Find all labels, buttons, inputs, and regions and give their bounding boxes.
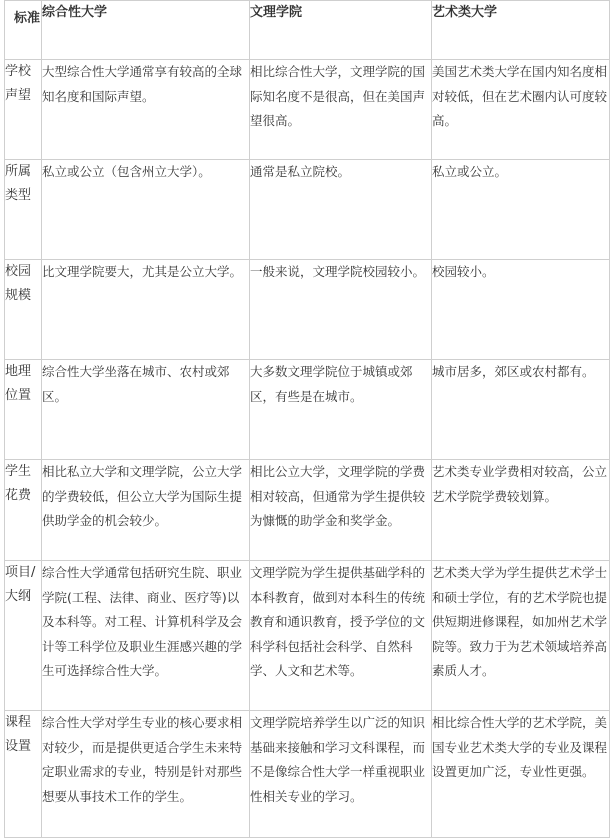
- row-category: 项目/大纲: [5, 561, 42, 711]
- cell-comprehensive: 大型综合性大学通常享有较高的全球知名度和国际声望。: [42, 60, 250, 160]
- row-category: 地理位置: [5, 360, 42, 460]
- cell-comprehensive: 私立或公立（包含州立大学）。: [42, 160, 250, 260]
- cell-comprehensive: 比文理学院要大，尤其是公立大学。: [42, 260, 250, 360]
- cell-liberal-arts: 相比公立大学，文理学院的学费相对较高，但通常为学生提供较为慷慨的助学金和奖学金。: [250, 460, 432, 561]
- cell-comprehensive: 综合性大学对学生专业的核心要求相对较少，而是提供更适合学生未来特定职业需求的专业，特别是针对那些想要从事技术工作的学生。: [42, 711, 250, 838]
- cell-comprehensive: 相比私立大学和文理学院，公立大学的学费较低，但公立大学为国际生提供助学金的机会较少。: [42, 460, 250, 561]
- cell-liberal-arts: 文理学院为学生提供基础学科的本科教育，做到对本科生的传统教育和通识教育，授予学位的文科学科包括社会科学、自然科学、人文和艺术等。: [250, 561, 432, 711]
- header-arts: 艺术类大学: [432, 1, 610, 60]
- cell-arts: 艺术类专业学费相对较高，公立艺术学院学费较划算。: [432, 460, 610, 561]
- row-category: 课程设置: [5, 711, 42, 838]
- table-row: [5, 561, 610, 711]
- cell-liberal-arts: 一般来说，文理学院校园较小。: [250, 260, 432, 360]
- table-row: [5, 160, 610, 260]
- cell-arts: 城市居多，郊区或农村都有。: [432, 360, 610, 460]
- cell-comprehensive: 综合性大学通常包括研究生院、职业学院(工程、法律、商业、医疗等)以及本科等。对工程、计算机科学及会计等工科学位及职业生涯感兴趣的学生可选择综合性大学。: [42, 561, 250, 711]
- comparison-table: [4, 0, 610, 838]
- header-row: [5, 1, 610, 60]
- cell-arts: 校园较小。: [432, 260, 610, 360]
- header-standard: 标准: [5, 1, 42, 60]
- table-row: [5, 60, 610, 160]
- header-comprehensive: 综合性大学: [42, 1, 250, 60]
- cell-arts: 私立或公立。: [432, 160, 610, 260]
- row-category: 校园规模: [5, 260, 42, 360]
- cell-comprehensive: 综合性大学坐落在城市、农村或郊区。: [42, 360, 250, 460]
- cell-liberal-arts: 通常是私立院校。: [250, 160, 432, 260]
- cell-arts: 美国艺术类大学在国内知名度相对较低，但在艺术圈内认可度较高。: [432, 60, 610, 160]
- cell-arts: 相比综合性大学的艺术学院，美国专业艺术类大学的专业及课程设置更加广泛，专业性更强。: [432, 711, 610, 838]
- table-row: [5, 260, 610, 360]
- cell-liberal-arts: 相比综合性大学，文理学院的国际知名度不是很高，但在美国声望很高。: [250, 60, 432, 160]
- header-liberal-arts: 文理学院: [250, 1, 432, 60]
- table-row: [5, 711, 610, 838]
- row-category: 学校声望: [5, 60, 42, 160]
- table-row: [5, 360, 610, 460]
- row-category: 学生花费: [5, 460, 42, 561]
- row-category: 所属类型: [5, 160, 42, 260]
- table-row: [5, 460, 610, 561]
- cell-liberal-arts: 文理学院培养学生以广泛的知识基础来接触和学习文科课程，而不是像综合性大学一样重视职业性相关专业的学习。: [250, 711, 432, 838]
- cell-liberal-arts: 大多数文理学院位于城镇或郊区，有些是在城市。: [250, 360, 432, 460]
- cell-arts: 艺术类大学为学生提供艺术学士和硕士学位，有的艺术学院也提供短期进修课程，如加州艺术学院等。致力于为艺术领域培养高素质人才。: [432, 561, 610, 711]
